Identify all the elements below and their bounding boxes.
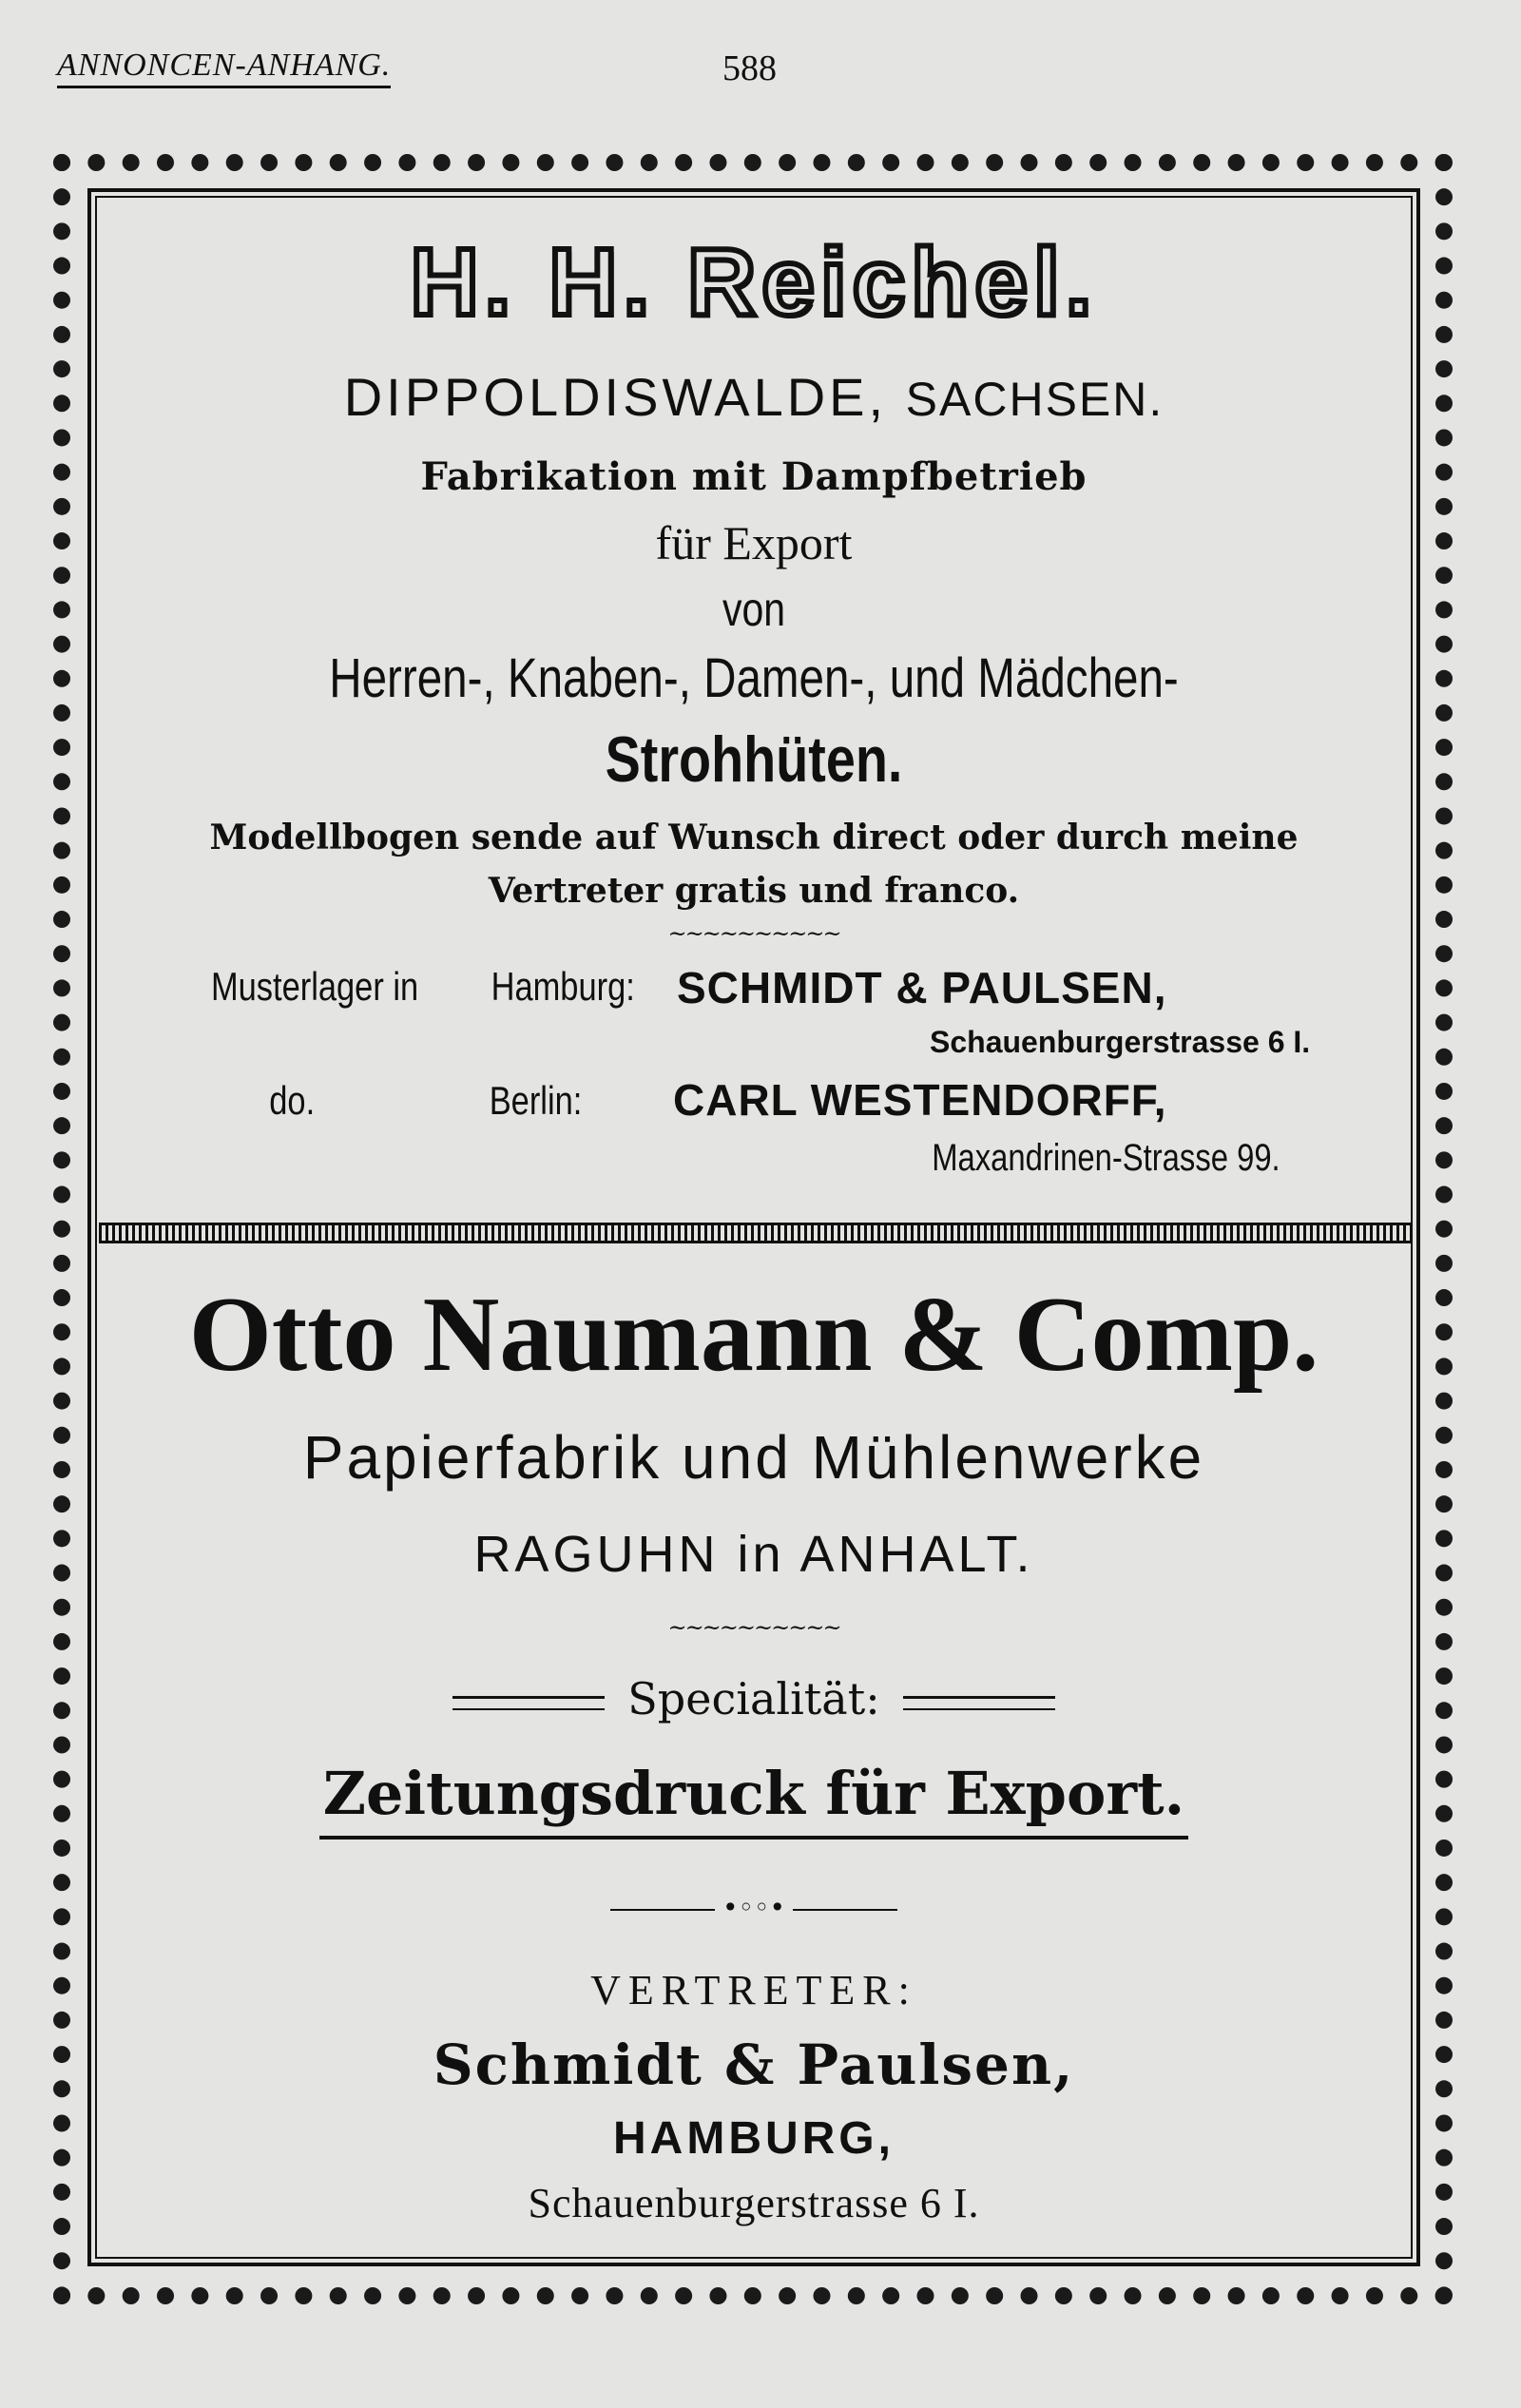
ad1-company-name: H. H. Reichel. xyxy=(410,229,1098,336)
ad1-do-label: do. xyxy=(269,1078,316,1123)
ad1-do-address: Maxandrinen-Strasse 99. xyxy=(932,1137,1280,1179)
ad1-export: für Export xyxy=(655,516,853,569)
ad1-wave-divider: ~~~~~~~~~~ xyxy=(667,920,840,947)
ad2-wave-divider: ~~~~~~~~~~ xyxy=(667,1614,840,1641)
ornament-icon: •◦◦• xyxy=(722,1892,786,1923)
ad1-fabrication: Fabrikation mit Dampfbetrieb xyxy=(420,454,1088,499)
ad2-representative: Schmidt & Paulsen, xyxy=(433,2032,1075,2097)
ad1-musterlager-address: Schauenburgerstrasse 6 I. xyxy=(930,1025,1311,1059)
ornament-rule-right xyxy=(793,1909,897,1911)
ad1-location-main: DIPPOLDISWALDE, xyxy=(343,367,888,427)
ad1-location-region: SACHSEN. xyxy=(905,373,1165,426)
ad1-musterlager-label: Musterlager in xyxy=(210,964,419,1009)
ad2-speciality: Zeitungsdruck für Export. xyxy=(95,1759,1413,1828)
ad1-note-line2: Vertreter gratis und franco. xyxy=(488,871,1020,911)
ad1-note-line1: Modellbogen sende auf Wunsch direct oder durch meine xyxy=(209,818,1299,857)
left-double-rule xyxy=(452,1696,605,1710)
running-header-section: ANNONCEN-ANHANG. xyxy=(57,48,391,88)
ad1-product: Strohhüten. xyxy=(605,723,903,796)
ad1-categories: Herren-, Knaben-, Damen-, und Mädchen- xyxy=(329,647,1179,709)
ornament-rule-left xyxy=(610,1909,715,1911)
ad2-location: RAGUHN in ANHALT. xyxy=(473,1526,1034,1583)
ad2-representative-label: VERTRETER: xyxy=(590,1967,917,2013)
ad2-representative-address: Schauenburgerstrasse 6 I. xyxy=(528,2180,980,2226)
ad1-musterlager-firm: SCHMIDT & PAULSEN, xyxy=(677,963,1167,1012)
ad2-speciality-label: Specialität: xyxy=(627,1673,880,1724)
page-number: 588 xyxy=(722,48,777,88)
right-double-rule xyxy=(903,1696,1055,1710)
ad1-von: von xyxy=(722,583,786,636)
ad2-speciality-heading xyxy=(95,1673,1413,1724)
section-divider xyxy=(99,1223,1413,1243)
ad1-location xyxy=(95,366,1413,428)
ad1-musterlager-city: Hamburg: xyxy=(491,964,635,1009)
ad2-ornament xyxy=(95,1892,1413,1923)
ad1-do-city: Berlin: xyxy=(489,1078,583,1123)
ad2-company-name: Otto Naumann & Comp. xyxy=(188,1276,1319,1394)
ad1-do-firm: CARL WESTENDORFF, xyxy=(673,1075,1167,1125)
ad2-business: Papierfabrik und Mühlenwerke xyxy=(302,1423,1205,1492)
ad2-representative-city: HAMBURG, xyxy=(613,2113,895,2164)
